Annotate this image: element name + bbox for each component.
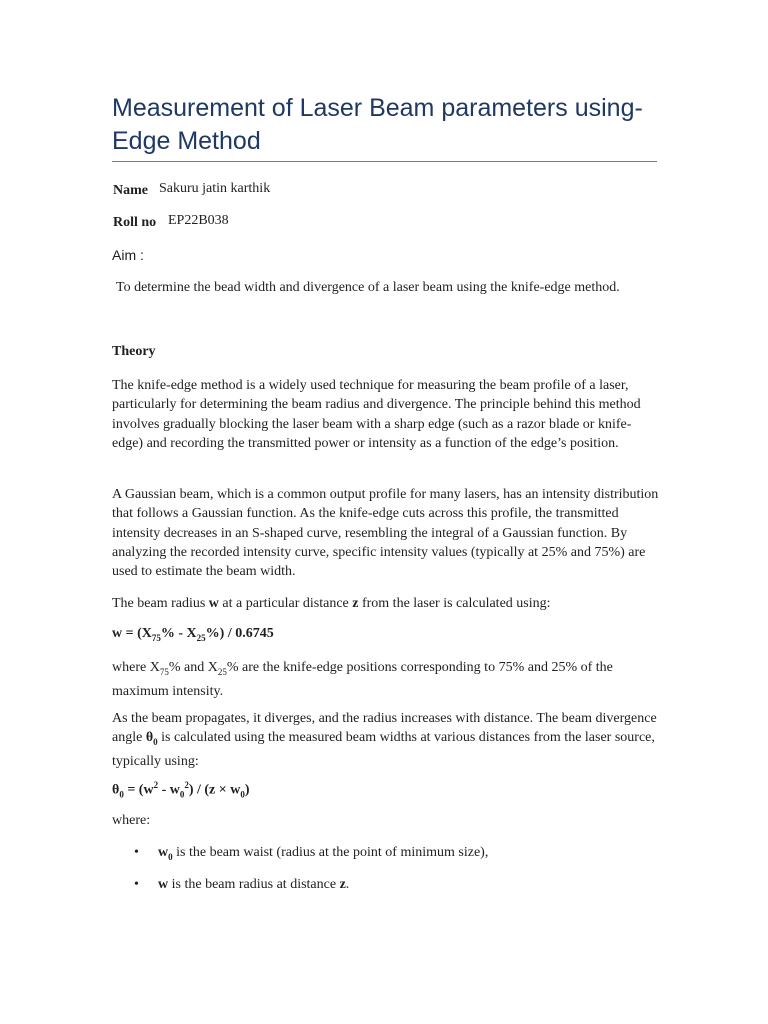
name-value: Sakuru jatin karthik	[159, 181, 271, 196]
name-label: Name	[113, 183, 148, 198]
bullet-beam-radius: w is the beam radius at distance z.	[158, 877, 350, 892]
where-label: where:	[112, 813, 151, 828]
aim-text: To determine the bead width and divergence of a laser beam using the knife-edge method.	[116, 280, 620, 295]
bullet-beam-waist: $w_0$ is the beam waist (radius at the point of minimum size),	[158, 845, 489, 862]
theory-paragraph-2: A Gaussian beam, which is a common output profile for many lasers, has an intensity distribution that follows a Gaussian function. As the knife-edge cuts across this profile, the transmitted intensity decreases in an S-shaped curve, resembling the integral of a Gaussian function. By analyzing the recorded intensity curve, specific intensity values (typically at 25% and 75%) are used to estimate the beam width.	[112, 487, 659, 580]
divergence-formula: $\theta_0 = (w^2 - w_0^2) / (z \times w_0)$	[112, 780, 250, 800]
document-title: Measurement of Laser Beam parameters using-Edge Method	[112, 94, 643, 155]
beam-radius-formula: $w = (X_{75}\% - X_{25}\%) / 0.6745$	[112, 626, 274, 643]
title-underline	[112, 161, 657, 162]
roll-label: Roll no	[113, 215, 157, 230]
theory-heading: Theory	[112, 344, 156, 359]
divergence-paragraph: As the beam propagates, it diverges, and the radius increases with distance. The beam divergence angle $\theta_0$ is calculated using the measured beam widths at various distances from the laser source, typically using:	[112, 711, 657, 770]
theory-paragraph-1: The knife-edge method is a widely used technique for measuring the beam profile of a laser, particularly for determining the beam radius and divergence. The principle behind this method involves gradually blocking the laser beam with a sharp edge (such as a razor blade or knife-edge) and recording the transmitted power or intensity as a function of the edge’s position.	[112, 378, 641, 451]
roll-value: EP22B038	[168, 213, 229, 228]
positions-paragraph: where $X_{75}\%$ and $X_{25}\%$ are the knife-edge positions corresponding to 75% and 25% of the maximum intensity.	[112, 660, 613, 700]
bullet-marker: •	[134, 845, 139, 860]
beam-radius-paragraph: The beam radius w at a particular distance z from the laser is calculated using:	[112, 596, 551, 611]
aim-label: Aim :	[112, 247, 144, 263]
bullet-marker: •	[134, 877, 139, 892]
